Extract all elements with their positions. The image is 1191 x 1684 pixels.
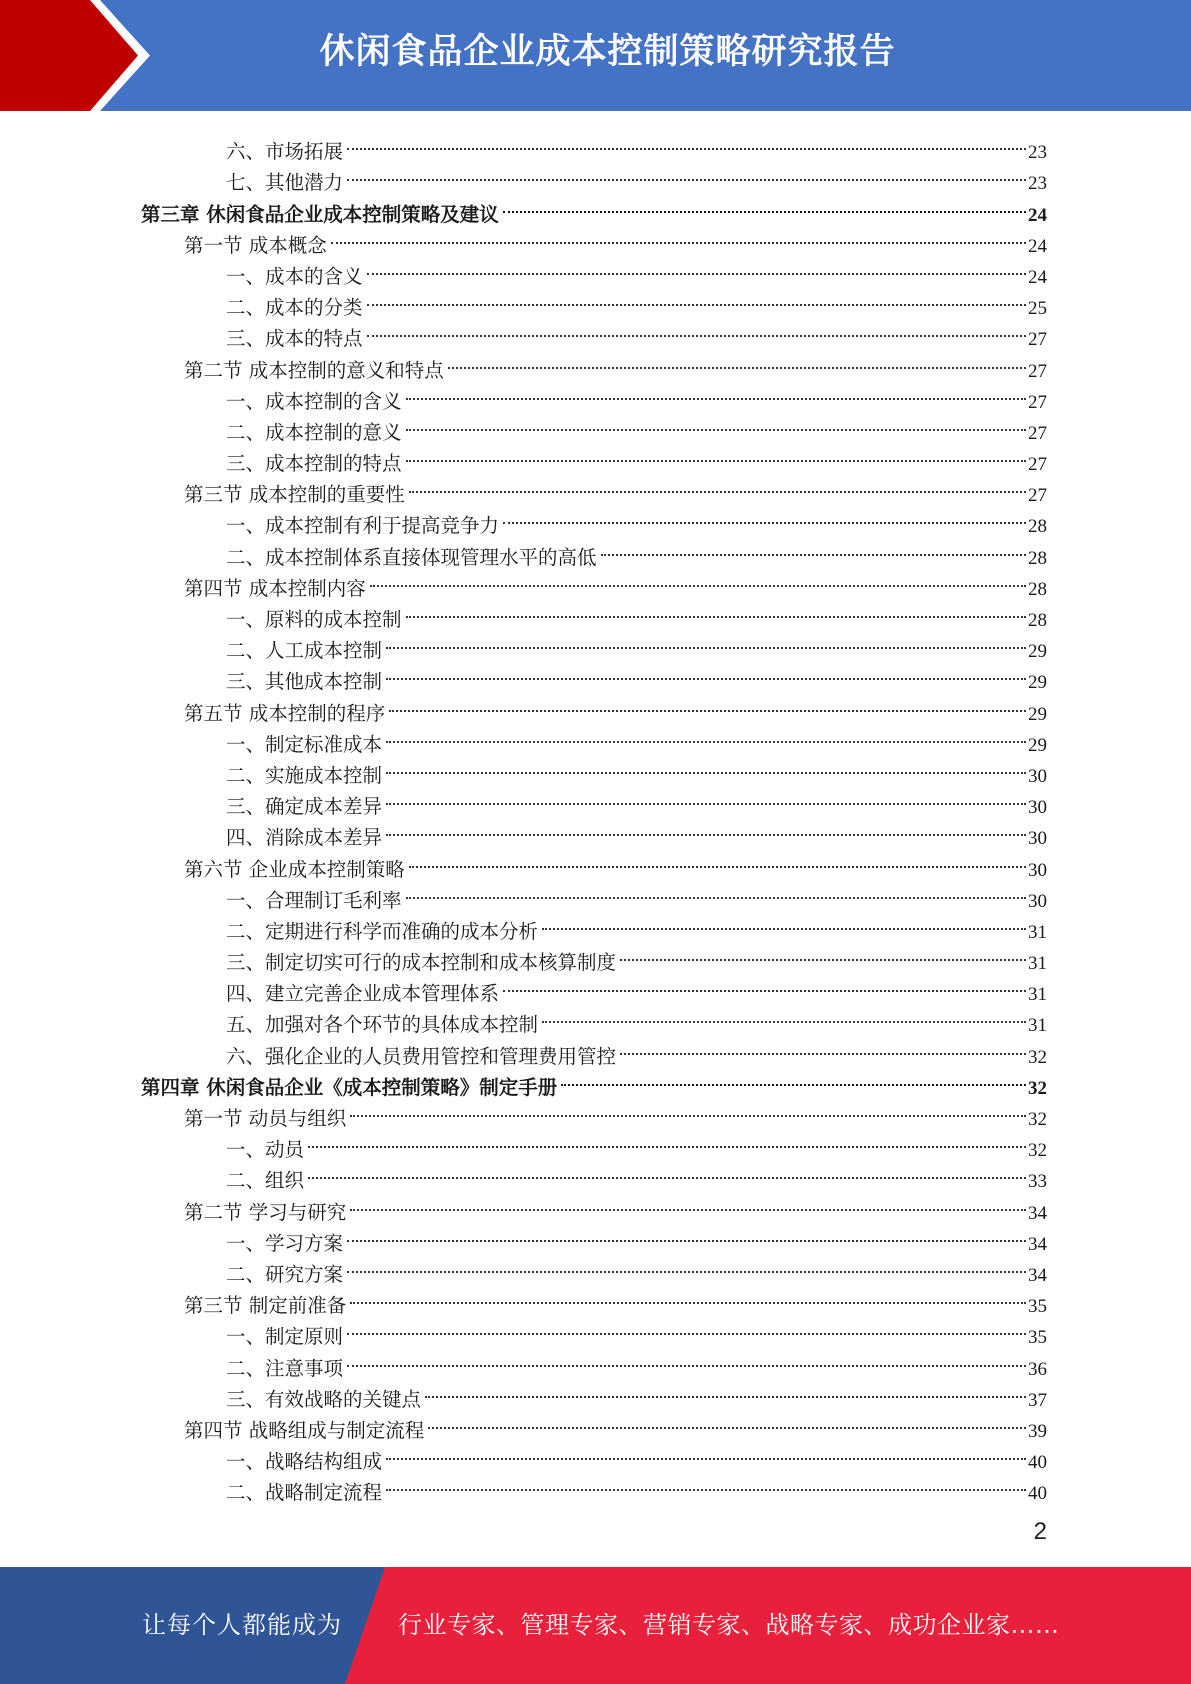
toc-dot-leader	[542, 1000, 1026, 1031]
toc-subsection-entry[interactable]	[0, 252, 1191, 288]
toc-entry-title: 第二节 成本控制的意义和特点	[184, 358, 444, 382]
toc-entry-title: 第五节 成本控制的程序	[184, 701, 386, 725]
toc-entry-title: 六、市场拓展	[226, 140, 344, 164]
toc-entry-title: 一、制定原则	[226, 1325, 344, 1349]
toc-dot-leader	[503, 189, 1026, 220]
toc-entry-page: 32	[1028, 1140, 1047, 1162]
toc-entry-title: 第三章 休闲食品企业成本控制策略及建议	[141, 202, 499, 226]
toc-entry-page: 32	[1028, 1077, 1047, 1099]
toc-entry-title: 第四节 战略组成与制定流程	[184, 1418, 425, 1442]
toc-entry-page: 27	[1028, 391, 1047, 413]
toc-entry-title: 第一节 动员与组织	[184, 1107, 347, 1130]
toc-entry-title: 一、制定标准成本	[226, 732, 383, 756]
toc-subsection-entry[interactable]	[0, 1156, 1191, 1193]
toc-entry-title: 四、建立完善企业成本管理体系	[226, 982, 500, 1006]
toc-section-entry[interactable]	[0, 844, 1191, 881]
toc-section-entry[interactable]	[0, 345, 1191, 382]
toc-dot-leader	[542, 907, 1026, 938]
toc-entry-page: 27	[1028, 360, 1047, 382]
toc-entry-title: 一、成本控制有利于提高竞争力	[226, 514, 500, 538]
toc-dot-leader	[350, 1281, 1026, 1312]
toc-entry-page: 39	[1028, 1420, 1047, 1442]
toc-entry-page: 31	[1028, 921, 1047, 943]
toc-entry-title: 五、加强对各个环节的具体成本控制	[226, 1013, 539, 1037]
toc-subsection-entry[interactable]	[0, 907, 1191, 943]
toc-dot-leader	[308, 1125, 1026, 1156]
toc-entry-page: 27	[1028, 485, 1047, 507]
toc-entry-page: 23	[1028, 142, 1047, 164]
toc-dot-leader	[386, 751, 1026, 782]
toc-entry-page: 35	[1028, 1296, 1047, 1318]
page-footer	[0, 1567, 1191, 1684]
toc-dot-leader	[347, 158, 1026, 189]
toc-entry-page: 34	[1028, 1233, 1047, 1255]
toc-dot-leader	[350, 1187, 1026, 1218]
toc-subsection-entry[interactable]	[0, 1375, 1191, 1411]
toc-entry-title: 第四章 休闲食品企业《成本控制策略》制定手册	[141, 1075, 558, 1099]
toc-subsection-entry[interactable]	[0, 501, 1191, 538]
toc-entry-page: 23	[1028, 173, 1047, 195]
toc-section-entry[interactable]	[0, 1281, 1191, 1318]
toc-entry-page: 28	[1028, 547, 1047, 569]
toc-entry-title: 二、研究方案	[226, 1262, 344, 1286]
toc-dot-leader	[370, 564, 1026, 595]
footer-slogan-lead: 让每个人都能成为	[142, 1611, 342, 1639]
toc-dot-leader	[386, 782, 1026, 813]
toc-entry-title: 一、战略结构组成	[226, 1450, 383, 1474]
toc-entry-page: 27	[1028, 454, 1047, 476]
toc-entry-page: 27	[1028, 329, 1047, 351]
toc-entry-page: 30	[1028, 797, 1047, 819]
toc-entry-page: 37	[1028, 1389, 1047, 1411]
toc-dot-leader	[347, 1219, 1026, 1250]
toc-entry-page: 24	[1028, 204, 1047, 226]
toc-entry-page: 27	[1028, 422, 1047, 444]
toc-subsection-entry[interactable]	[0, 813, 1191, 850]
toc-dot-leader	[561, 1063, 1026, 1094]
toc-subsection-entry[interactable]	[0, 283, 1191, 320]
toc-subsection-entry[interactable]	[0, 1468, 1191, 1505]
toc-subsection-entry[interactable]	[0, 1437, 1191, 1474]
toc-entry-page: 35	[1028, 1327, 1047, 1349]
toc-entry-page: 34	[1028, 1264, 1047, 1286]
toc-entry-page: 24	[1028, 235, 1047, 257]
toc-subsection-entry[interactable]	[0, 532, 1191, 569]
toc-dot-leader	[347, 1312, 1026, 1343]
toc-dot-leader	[347, 127, 1026, 158]
toc-entry-page: 33	[1028, 1171, 1047, 1193]
toc-entry-page: 31	[1028, 953, 1047, 975]
toc-entry-page: 28	[1028, 578, 1047, 600]
toc-dot-leader	[620, 938, 1026, 969]
toc-dot-leader	[389, 688, 1026, 719]
toc-entry-title: 一、成本的含义	[226, 264, 363, 288]
toc-dot-leader	[601, 532, 1026, 563]
toc-entry-page: 29	[1028, 672, 1047, 694]
toc-entry-page: 36	[1028, 1358, 1047, 1380]
toc-dot-leader	[406, 439, 1026, 470]
toc-dot-leader	[448, 345, 1026, 376]
toc-entry-title: 二、战略制定流程	[226, 1481, 383, 1505]
toc-dot-leader	[367, 314, 1026, 345]
toc-entry-title: 一、动员	[226, 1138, 305, 1162]
toc-subsection-entry[interactable]	[0, 1000, 1191, 1037]
toc-subsection-entry[interactable]	[0, 439, 1191, 476]
toc-entry-page: 34	[1028, 1202, 1047, 1224]
toc-subsection-entry[interactable]	[0, 127, 1191, 164]
toc-dot-leader	[406, 408, 1026, 439]
toc-entry-title: 第三节 成本控制的重要性	[184, 483, 405, 507]
toc-dot-leader	[347, 1250, 1026, 1281]
toc-entry-page: 28	[1028, 516, 1047, 538]
toc-dot-leader	[406, 377, 1026, 408]
toc-entry-title: 第三节 制定前准备	[184, 1294, 347, 1318]
toc-subsection-entry[interactable]	[0, 1343, 1191, 1380]
toc-section-entry[interactable]	[0, 1406, 1191, 1442]
footer-slogan-roles: 行业专家、管理专家、营销专家、战略专家、成功企业家……	[398, 1611, 1060, 1639]
toc-entry-title: 三、成本的特点	[226, 327, 363, 351]
toc-entry-page: 25	[1028, 298, 1047, 320]
toc-entry-title: 二、人工成本控制	[226, 639, 383, 663]
toc-dot-leader	[386, 720, 1026, 751]
toc-entry-title: 一、合理制订毛利率	[226, 888, 402, 912]
toc-dot-leader	[347, 1343, 1026, 1374]
toc-chapter-entry[interactable]	[0, 1063, 1191, 1099]
toc-entry-title: 二、成本的分类	[226, 296, 363, 320]
toc-dot-leader	[425, 1375, 1026, 1406]
toc-entry-title: 一、成本控制的含义	[226, 389, 402, 413]
toc-dot-leader	[409, 470, 1026, 501]
toc-entry-title: 三、制定切实可行的成本控制和成本核算制度	[226, 951, 617, 975]
toc-dot-leader	[406, 595, 1026, 626]
toc-section-entry[interactable]	[0, 1094, 1191, 1130]
toc-subsection-entry[interactable]	[0, 626, 1191, 663]
toc-entry-page: 30	[1028, 765, 1047, 787]
toc-subsection-entry[interactable]	[0, 969, 1191, 1006]
toc-dot-leader	[503, 501, 1026, 532]
toc-subsection-entry[interactable]	[0, 1219, 1191, 1255]
toc-dot-leader	[386, 813, 1026, 844]
toc-subsection-entry[interactable]	[0, 876, 1191, 912]
toc-entry-title: 第四节 成本控制内容	[184, 576, 366, 600]
page-header	[0, 0, 1191, 111]
toc-entry-title: 三、有效战略的关键点	[226, 1387, 422, 1411]
toc-entry-page: 32	[1028, 1046, 1047, 1068]
toc-entry-title: 第二节 学习与研究	[184, 1200, 347, 1224]
toc-dot-leader	[406, 876, 1026, 907]
toc-entry-page: 28	[1028, 610, 1047, 631]
toc-subsection-entry[interactable]	[0, 377, 1191, 413]
toc-entry-title: 第六节 企业成本控制策略	[184, 857, 405, 881]
toc-entry-title: 第一节 成本概念	[184, 233, 327, 257]
toc-entry-title: 二、成本控制的意义	[226, 420, 402, 444]
toc-dot-leader	[386, 1468, 1026, 1499]
toc-entry-title: 七、其他潜力	[226, 171, 344, 195]
toc-dot-leader	[428, 1406, 1026, 1437]
toc-dot-leader	[386, 657, 1026, 688]
toc-entry-title: 六、强化企业的人员费用管控和管理费用管控	[226, 1044, 617, 1068]
toc-subsection-entry[interactable]	[0, 1031, 1191, 1068]
toc-entry-title: 二、注意事项	[226, 1356, 344, 1380]
toc-entry-title: 三、成本控制的特点	[226, 452, 402, 476]
toc-entry-title: 四、消除成本差异	[226, 826, 383, 850]
toc-entry-page: 30	[1028, 859, 1047, 881]
page-number: 2	[1033, 1518, 1047, 1545]
document-title: 休闲食品企业成本控制策略研究报告	[319, 32, 896, 72]
toc-entry-title: 三、确定成本差异	[226, 795, 383, 819]
toc-subsection-entry[interactable]	[0, 314, 1191, 351]
toc-entry-page: 30	[1028, 828, 1047, 850]
toc-section-entry[interactable]	[0, 1187, 1191, 1224]
toc-entry-title: 二、组织	[226, 1169, 305, 1193]
toc-entry-page: 29	[1028, 734, 1047, 756]
toc-dot-leader	[367, 283, 1026, 314]
toc-dot-leader	[386, 1437, 1026, 1468]
toc-subsection-entry[interactable]	[0, 408, 1191, 444]
toc-subsection-entry[interactable]	[0, 720, 1191, 756]
toc-subsection-entry[interactable]	[0, 158, 1191, 195]
toc-entry-title: 一、学习方案	[226, 1231, 344, 1255]
toc-section-entry[interactable]	[0, 688, 1191, 725]
toc-entry-page: 30	[1028, 890, 1047, 912]
toc-dot-leader	[367, 252, 1026, 283]
toc-subsection-entry[interactable]	[0, 751, 1191, 787]
toc-dot-leader	[308, 1156, 1026, 1187]
toc-entry-page: 40	[1028, 1483, 1047, 1505]
toc-entry-page: 40	[1028, 1452, 1047, 1474]
toc-dot-leader	[386, 626, 1026, 657]
toc-subsection-entry[interactable]	[0, 657, 1191, 694]
toc-chapter-entry[interactable]	[0, 189, 1191, 226]
toc-dot-leader	[620, 1031, 1026, 1062]
toc-subsection-entry[interactable]	[0, 1125, 1191, 1162]
toc-subsection-entry[interactable]	[0, 595, 1191, 631]
toc-entry-title: 一、原料的成本控制	[226, 608, 402, 631]
toc-entry-page: 31	[1028, 984, 1047, 1006]
toc-dot-leader	[350, 1094, 1026, 1125]
toc-subsection-entry[interactable]	[0, 782, 1191, 819]
toc-entry-page: 31	[1028, 1015, 1047, 1037]
toc-entry-page: 29	[1028, 703, 1047, 725]
toc-entry-title: 二、成本控制体系直接体现管理水平的高低	[226, 545, 597, 569]
toc-entry-page: 29	[1028, 641, 1047, 663]
toc-section-entry[interactable]	[0, 221, 1191, 257]
toc-section-entry[interactable]	[0, 564, 1191, 600]
toc-section-entry[interactable]	[0, 470, 1191, 507]
toc-dot-leader	[331, 221, 1026, 252]
toc-dot-leader	[503, 969, 1026, 1000]
toc-entry-page: 24	[1028, 266, 1047, 288]
toc-subsection-entry[interactable]	[0, 1250, 1191, 1286]
toc-dot-leader	[409, 844, 1026, 875]
toc-entry-title: 三、其他成本控制	[226, 670, 383, 694]
toc-subsection-entry[interactable]	[0, 1312, 1191, 1349]
toc-entry-title: 二、定期进行科学而准确的成本分析	[226, 919, 539, 943]
toc-entry-title: 二、实施成本控制	[226, 763, 383, 787]
toc-subsection-entry[interactable]	[0, 938, 1191, 975]
table-of-contents	[0, 127, 1191, 1505]
toc-entry-page: 32	[1028, 1109, 1047, 1130]
